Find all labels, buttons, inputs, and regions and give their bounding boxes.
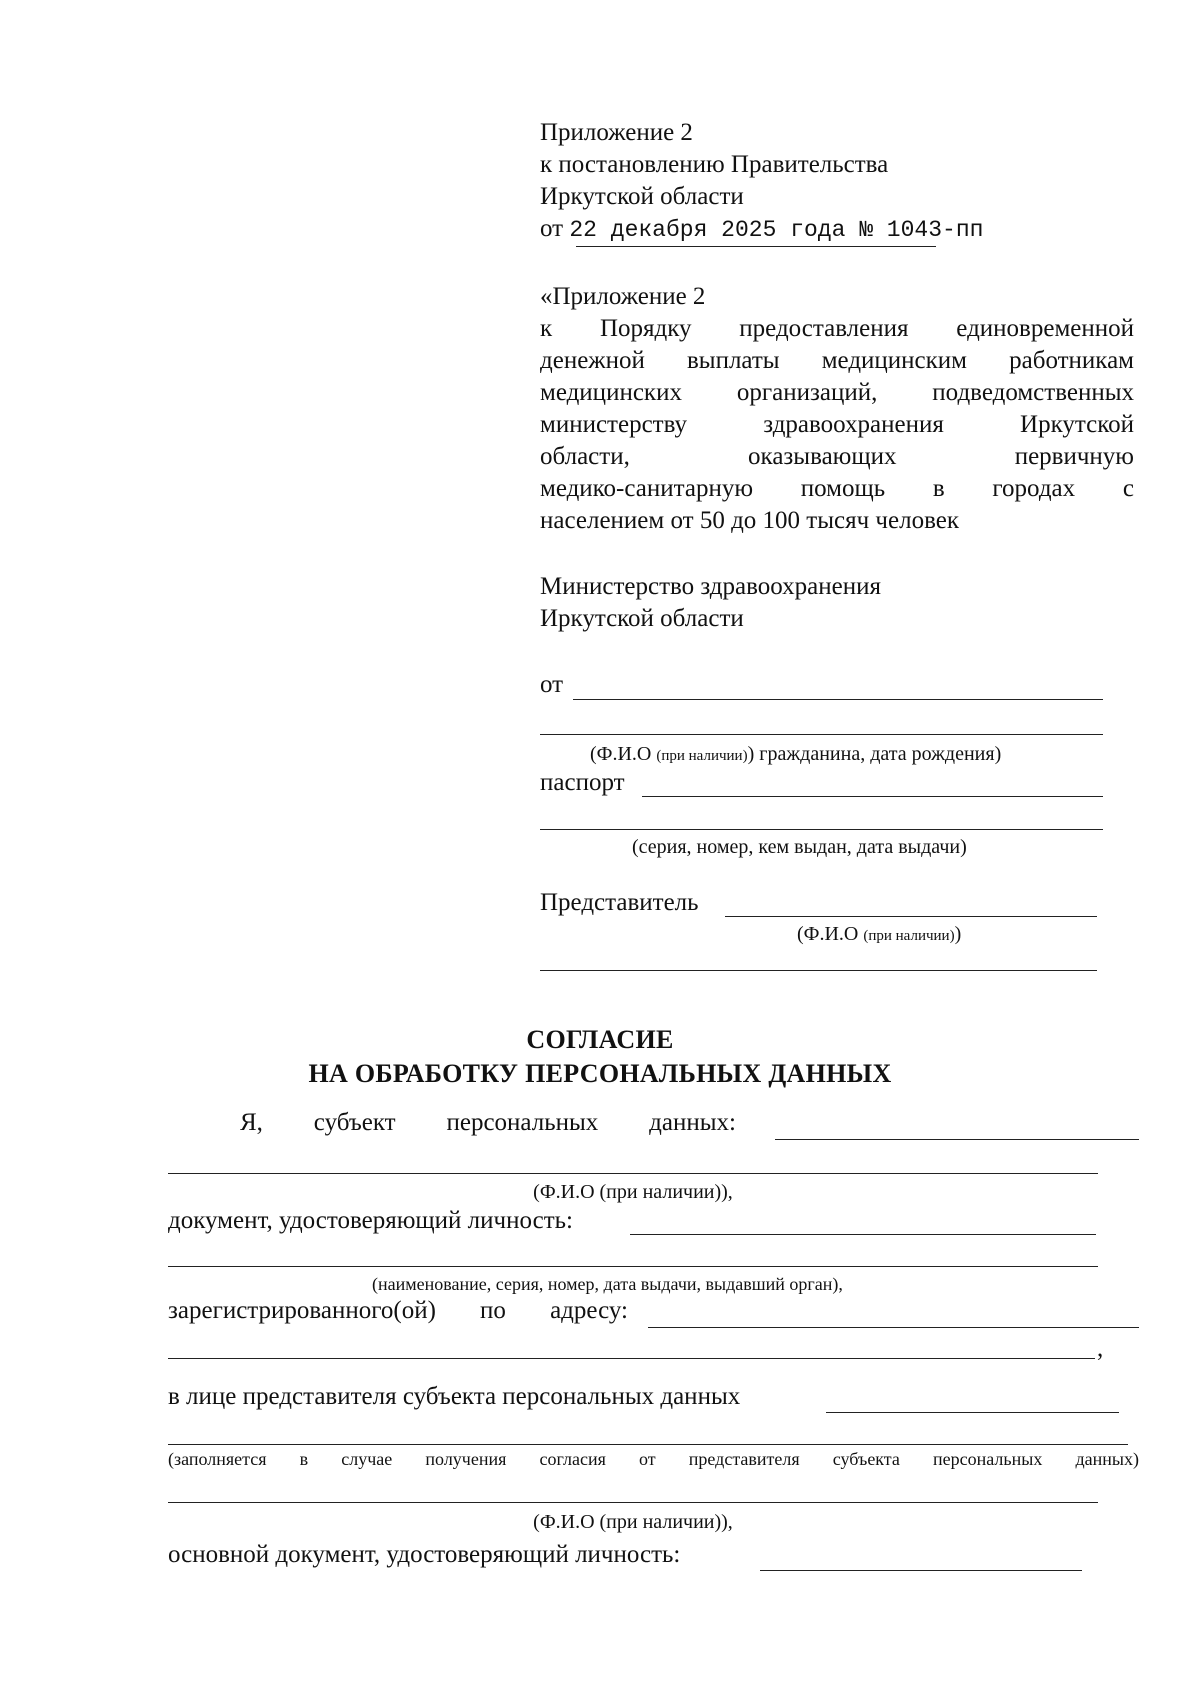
representative-of-subject-field-line-2[interactable] xyxy=(168,1444,1128,1445)
appendix-line-6: медико-санитарную помощь в городах с xyxy=(540,475,1134,502)
id-doc-field-line-2[interactable] xyxy=(168,1266,1098,1267)
consent-subtitle: НА ОБРАБОТКУ ПЕРСОНАЛЬНЫХ ДАННЫХ xyxy=(308,1059,892,1088)
date-underline xyxy=(576,246,936,247)
representative-caption: (Ф.И.О (при наличии)) xyxy=(797,923,962,945)
passport-field-line-1[interactable] xyxy=(642,796,1103,797)
appendix-number: Приложение 2 xyxy=(540,119,693,146)
fio-birth-caption: (Ф.И.О (при наличии)) гражданина, дата рождения) xyxy=(590,743,1002,765)
passport-label: паспорт xyxy=(540,769,625,796)
appendix-line-5: области, оказывающих первичную xyxy=(540,443,1134,470)
resolution-date xyxy=(540,214,983,245)
main-doc-field-line[interactable] xyxy=(760,1570,1082,1571)
ministry-region: Иркутской области xyxy=(540,605,744,632)
id-doc-label: документ, удостоверяющий личность: xyxy=(168,1207,573,1234)
appendix-line-3: медицинских организаций, подведомственных xyxy=(540,379,1134,406)
passport-field-line-2[interactable] xyxy=(540,829,1103,830)
representative-of-subject-label: в лице представителя субъекта персональных данных xyxy=(168,1383,741,1410)
from-field-line-1[interactable] xyxy=(573,699,1103,700)
passport-caption: (серия, номер, кем выдан, дата выдачи) xyxy=(632,836,967,858)
date-prefix: от xyxy=(540,215,564,242)
region-name: Иркутской области xyxy=(540,183,744,210)
subject-field-line-2[interactable] xyxy=(168,1173,1098,1174)
subject-field-line-1[interactable] xyxy=(775,1139,1139,1140)
id-doc-field-line-1[interactable] xyxy=(630,1234,1096,1235)
main-doc-label: основной документ, удостоверяющий личность: xyxy=(168,1541,681,1568)
representative-of-subject-caption: (заполняется в случае получения согласия от представителя субъекта персональных данных) xyxy=(168,1449,1139,1469)
representative-of-subject-field-line[interactable] xyxy=(826,1412,1119,1413)
resolution-reference: к постановлению Правительства xyxy=(540,151,889,178)
appendix-line-7: населением от 50 до 100 тысяч человек xyxy=(540,507,959,534)
id-doc-caption: (наименование, серия, номер, дата выдачи, выдавший орган), xyxy=(372,1274,843,1294)
from-field-line-2[interactable] xyxy=(540,734,1103,735)
date-value: 22 декабря 2025 года № 1043-пп xyxy=(569,217,984,243)
representative-label: Представитель xyxy=(540,889,699,916)
address-field-line-2[interactable] xyxy=(168,1358,1095,1359)
appendix-line-2: денежной выплаты медицинским работникам xyxy=(540,347,1134,374)
address-field-line-1[interactable] xyxy=(648,1327,1139,1328)
subject-fio-caption: (Ф.И.О (при наличии)), xyxy=(533,1181,733,1203)
ministry-name: Министерство здравоохранения xyxy=(540,573,881,600)
appendix-title: «Приложение 2 xyxy=(540,283,706,310)
appendix-line-1: к Порядку предоставления единовременной xyxy=(540,315,1134,342)
from-label: от xyxy=(540,671,564,698)
appendix-line-4: министерству здравоохранения Иркутской xyxy=(540,411,1134,438)
rep-fio-field-line[interactable] xyxy=(168,1502,1098,1503)
rep-fio-caption: (Ф.И.О (при наличии)), xyxy=(533,1511,733,1533)
consent-title: СОГЛАСИЕ xyxy=(526,1025,674,1054)
representative-field-line-2[interactable] xyxy=(540,970,1097,971)
address-comma: , xyxy=(1097,1335,1104,1362)
representative-field-line-1[interactable] xyxy=(725,916,1097,917)
subject-label: Я, субъект персональных данных: xyxy=(240,1109,736,1136)
registered-label: зарегистрированного(ой) по адресу: xyxy=(168,1297,628,1324)
